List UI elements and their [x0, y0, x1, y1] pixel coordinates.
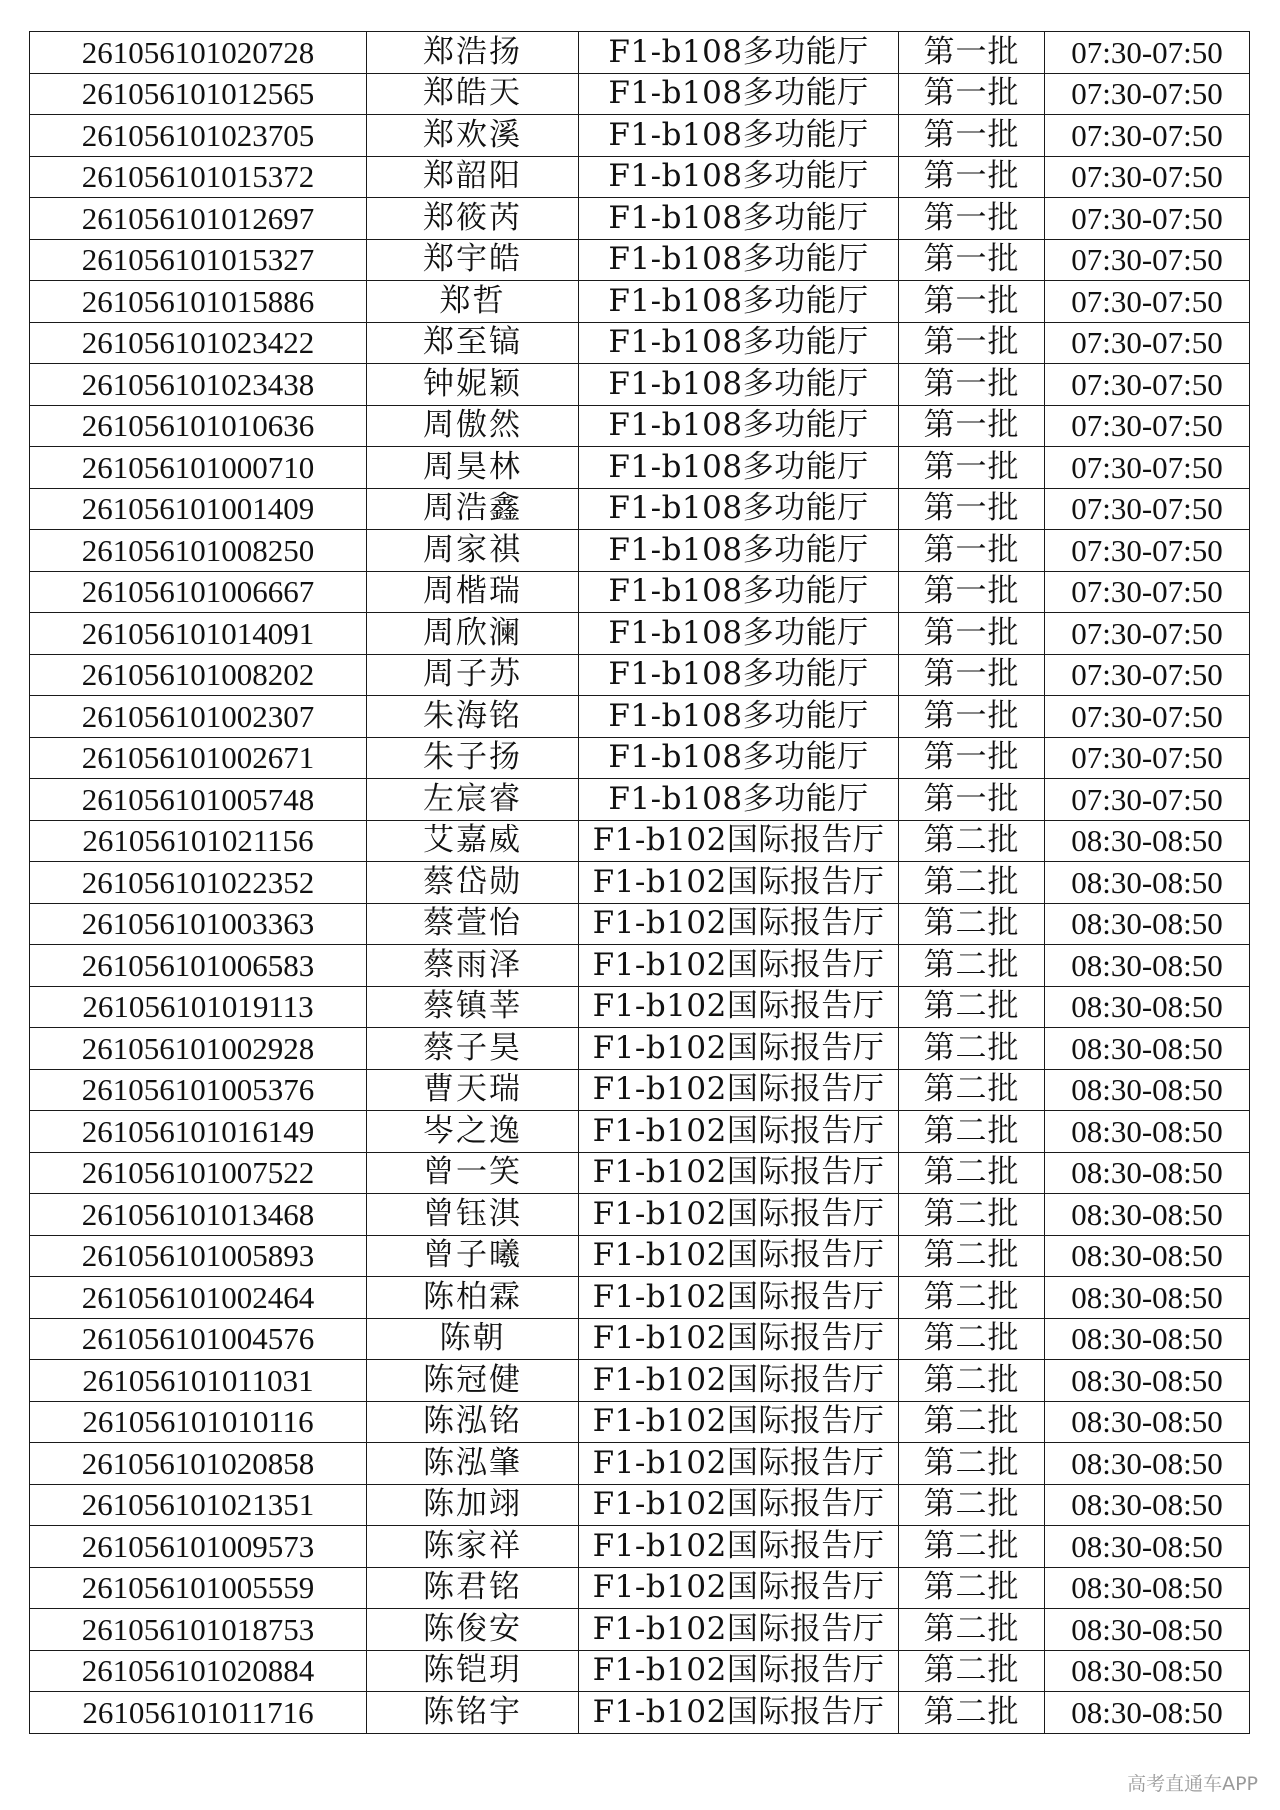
candidate-name-cell: 郑哲 [367, 281, 579, 323]
table-row [30, 945, 1250, 987]
candidate-name-cell: 曾一笑 [367, 1152, 579, 1194]
batch-cell: 第一批 [899, 322, 1045, 364]
candidate-id-cell: 261056101000710 [30, 447, 367, 489]
time-slot-cell: 08:30-08:50 [1045, 1318, 1250, 1360]
table-row [30, 779, 1250, 821]
candidate-name-cell: 曹天瑞 [367, 1069, 579, 1111]
candidate-name-cell: 艾嘉威 [367, 820, 579, 862]
candidate-name-cell: 曾子曦 [367, 1235, 579, 1277]
table-row [30, 1069, 1250, 1111]
table-row [30, 1650, 1250, 1692]
candidate-name-cell: 陈柏霖 [367, 1277, 579, 1319]
batch-cell: 第二批 [899, 903, 1045, 945]
batch-cell: 第一批 [899, 281, 1045, 323]
candidate-id-cell: 261056101020884 [30, 1650, 367, 1692]
venue-cell: F1-b108多功能厅 [579, 32, 899, 74]
table-row [30, 198, 1250, 240]
time-slot-cell: 08:30-08:50 [1045, 1235, 1250, 1277]
venue-cell: F1-b102国际报告厅 [579, 1028, 899, 1070]
venue-cell: F1-b108多功能厅 [579, 779, 899, 821]
batch-cell: 第二批 [899, 1401, 1045, 1443]
table-row [30, 32, 1250, 74]
candidate-name-cell: 蔡子昊 [367, 1028, 579, 1070]
table-row [30, 156, 1250, 198]
venue-cell: F1-b108多功能厅 [579, 654, 899, 696]
batch-cell: 第二批 [899, 1069, 1045, 1111]
batch-cell: 第一批 [899, 696, 1045, 738]
venue-cell: F1-b108多功能厅 [579, 571, 899, 613]
venue-cell: F1-b102国际报告厅 [579, 1194, 899, 1236]
candidate-id-cell: 261056101006583 [30, 945, 367, 987]
venue-cell: F1-b102国际报告厅 [579, 1152, 899, 1194]
table-row [30, 1318, 1250, 1360]
table-row [30, 737, 1250, 779]
candidate-id-cell: 261056101019113 [30, 986, 367, 1028]
batch-cell: 第二批 [899, 1526, 1045, 1568]
candidate-id-cell: 261056101010636 [30, 405, 367, 447]
candidate-name-cell: 郑浩扬 [367, 32, 579, 74]
table-row [30, 613, 1250, 655]
venue-cell: F1-b108多功能厅 [579, 239, 899, 281]
table-row [30, 1484, 1250, 1526]
time-slot-cell: 08:30-08:50 [1045, 1443, 1250, 1485]
venue-cell: F1-b102国际报告厅 [579, 862, 899, 904]
candidate-id-cell: 261056101001409 [30, 488, 367, 530]
time-slot-cell: 08:30-08:50 [1045, 1111, 1250, 1153]
venue-cell: F1-b108多功能厅 [579, 405, 899, 447]
table-row [30, 1111, 1250, 1153]
candidate-id-cell: 261056101011716 [30, 1692, 367, 1734]
batch-cell: 第二批 [899, 862, 1045, 904]
candidate-name-cell: 周浩鑫 [367, 488, 579, 530]
candidate-id-cell: 261056101010116 [30, 1401, 367, 1443]
table-row [30, 1692, 1250, 1734]
roster-table [29, 31, 1250, 1734]
candidate-id-cell: 261056101005893 [30, 1235, 367, 1277]
candidate-name-cell: 陈铠玥 [367, 1650, 579, 1692]
table-row [30, 281, 1250, 323]
venue-cell: F1-b102国际报告厅 [579, 1484, 899, 1526]
candidate-name-cell: 郑韶阳 [367, 156, 579, 198]
batch-cell: 第一批 [899, 779, 1045, 821]
table-row [30, 73, 1250, 115]
venue-cell: F1-b108多功能厅 [579, 737, 899, 779]
candidate-name-cell: 陈朝 [367, 1318, 579, 1360]
roster-table-body [30, 32, 1250, 1734]
candidate-id-cell: 261056101020728 [30, 32, 367, 74]
batch-cell: 第二批 [899, 1360, 1045, 1402]
candidate-id-cell: 261056101002928 [30, 1028, 367, 1070]
table-row [30, 530, 1250, 572]
batch-cell: 第二批 [899, 945, 1045, 987]
table-row [30, 1235, 1250, 1277]
candidate-name-cell: 曾钰淇 [367, 1194, 579, 1236]
venue-cell: F1-b102国际报告厅 [579, 1111, 899, 1153]
table-row [30, 903, 1250, 945]
batch-cell: 第一批 [899, 405, 1045, 447]
candidate-id-cell: 261056101002671 [30, 737, 367, 779]
candidate-name-cell: 周傲然 [367, 405, 579, 447]
candidate-id-cell: 261056101012565 [30, 73, 367, 115]
time-slot-cell: 08:30-08:50 [1045, 1194, 1250, 1236]
candidate-name-cell: 蔡岱勋 [367, 862, 579, 904]
time-slot-cell: 08:30-08:50 [1045, 820, 1250, 862]
candidate-id-cell: 261056101002464 [30, 1277, 367, 1319]
candidate-name-cell: 陈俊安 [367, 1609, 579, 1651]
candidate-id-cell: 261056101002307 [30, 696, 367, 738]
venue-cell: F1-b102国际报告厅 [579, 1277, 899, 1319]
time-slot-cell: 08:30-08:50 [1045, 862, 1250, 904]
batch-cell: 第一批 [899, 115, 1045, 157]
candidate-name-cell: 陈君铭 [367, 1567, 579, 1609]
candidate-id-cell: 261056101016149 [30, 1111, 367, 1153]
candidate-name-cell: 周昊林 [367, 447, 579, 489]
candidate-name-cell: 陈泓铭 [367, 1401, 579, 1443]
venue-cell: F1-b102国际报告厅 [579, 1235, 899, 1277]
batch-cell: 第一批 [899, 654, 1045, 696]
candidate-id-cell: 261056101012697 [30, 198, 367, 240]
venue-cell: F1-b102国际报告厅 [579, 1443, 899, 1485]
time-slot-cell: 08:30-08:50 [1045, 1692, 1250, 1734]
candidate-name-cell: 陈冠健 [367, 1360, 579, 1402]
candidate-id-cell: 261056101008250 [30, 530, 367, 572]
venue-cell: F1-b102国际报告厅 [579, 1401, 899, 1443]
time-slot-cell: 08:30-08:50 [1045, 1526, 1250, 1568]
batch-cell: 第二批 [899, 1194, 1045, 1236]
table-row [30, 1609, 1250, 1651]
batch-cell: 第一批 [899, 156, 1045, 198]
candidate-name-cell: 周楷瑞 [367, 571, 579, 613]
batch-cell: 第一批 [899, 571, 1045, 613]
table-row [30, 1401, 1250, 1443]
venue-cell: F1-b108多功能厅 [579, 613, 899, 655]
time-slot-cell: 08:30-08:50 [1045, 1650, 1250, 1692]
candidate-id-cell: 261056101008202 [30, 654, 367, 696]
table-row [30, 488, 1250, 530]
batch-cell: 第一批 [899, 198, 1045, 240]
table-row [30, 571, 1250, 613]
table-row [30, 862, 1250, 904]
batch-cell: 第二批 [899, 1028, 1045, 1070]
candidate-name-cell: 郑宇皓 [367, 239, 579, 281]
candidate-id-cell: 261056101005748 [30, 779, 367, 821]
candidate-id-cell: 261056101011031 [30, 1360, 367, 1402]
time-slot-cell: 07:30-07:50 [1045, 364, 1250, 406]
batch-cell: 第二批 [899, 1609, 1045, 1651]
candidate-id-cell: 261056101021156 [30, 820, 367, 862]
batch-cell: 第二批 [899, 1484, 1045, 1526]
time-slot-cell: 07:30-07:50 [1045, 530, 1250, 572]
candidate-name-cell: 朱海铭 [367, 696, 579, 738]
venue-cell: F1-b108多功能厅 [579, 73, 899, 115]
candidate-name-cell: 周家祺 [367, 530, 579, 572]
candidate-name-cell: 郑至镐 [367, 322, 579, 364]
candidate-id-cell: 261056101020858 [30, 1443, 367, 1485]
table-row [30, 1567, 1250, 1609]
candidate-name-cell: 陈加翊 [367, 1484, 579, 1526]
time-slot-cell: 08:30-08:50 [1045, 1069, 1250, 1111]
candidate-id-cell: 261056101013468 [30, 1194, 367, 1236]
batch-cell: 第二批 [899, 1692, 1045, 1734]
batch-cell: 第二批 [899, 1111, 1045, 1153]
time-slot-cell: 08:30-08:50 [1045, 986, 1250, 1028]
venue-cell: F1-b102国际报告厅 [579, 1526, 899, 1568]
time-slot-cell: 08:30-08:50 [1045, 1609, 1250, 1651]
candidate-name-cell: 陈家祥 [367, 1526, 579, 1568]
candidate-name-cell: 郑欢溪 [367, 115, 579, 157]
batch-cell: 第二批 [899, 1443, 1045, 1485]
venue-cell: F1-b102国际报告厅 [579, 1360, 899, 1402]
time-slot-cell: 07:30-07:50 [1045, 198, 1250, 240]
venue-cell: F1-b108多功能厅 [579, 281, 899, 323]
venue-cell: F1-b102国际报告厅 [579, 945, 899, 987]
batch-cell: 第一批 [899, 364, 1045, 406]
candidate-name-cell: 左宸睿 [367, 779, 579, 821]
table-row [30, 447, 1250, 489]
time-slot-cell: 07:30-07:50 [1045, 32, 1250, 74]
time-slot-cell: 07:30-07:50 [1045, 447, 1250, 489]
batch-cell: 第二批 [899, 820, 1045, 862]
batch-cell: 第一批 [899, 447, 1045, 489]
venue-cell: F1-b108多功能厅 [579, 322, 899, 364]
venue-cell: F1-b108多功能厅 [579, 198, 899, 240]
candidate-name-cell: 周子苏 [367, 654, 579, 696]
candidate-id-cell: 261056101018753 [30, 1609, 367, 1651]
batch-cell: 第二批 [899, 1152, 1045, 1194]
candidate-name-cell: 陈泓肇 [367, 1443, 579, 1485]
candidate-id-cell: 261056101007522 [30, 1152, 367, 1194]
candidate-id-cell: 261056101023422 [30, 322, 367, 364]
candidate-name-cell: 钟妮颖 [367, 364, 579, 406]
time-slot-cell: 08:30-08:50 [1045, 903, 1250, 945]
table-row [30, 364, 1250, 406]
batch-cell: 第一批 [899, 32, 1045, 74]
time-slot-cell: 07:30-07:50 [1045, 737, 1250, 779]
candidate-id-cell: 261056101005376 [30, 1069, 367, 1111]
candidate-id-cell: 261056101006667 [30, 571, 367, 613]
candidate-name-cell: 郑筱芮 [367, 198, 579, 240]
candidate-name-cell: 朱子扬 [367, 737, 579, 779]
table-row [30, 1360, 1250, 1402]
batch-cell: 第一批 [899, 737, 1045, 779]
time-slot-cell: 07:30-07:50 [1045, 281, 1250, 323]
candidate-id-cell: 261056101009573 [30, 1526, 367, 1568]
venue-cell: F1-b102国际报告厅 [579, 1318, 899, 1360]
time-slot-cell: 08:30-08:50 [1045, 1152, 1250, 1194]
time-slot-cell: 08:30-08:50 [1045, 945, 1250, 987]
candidate-id-cell: 261056101014091 [30, 613, 367, 655]
venue-cell: F1-b108多功能厅 [579, 696, 899, 738]
batch-cell: 第一批 [899, 530, 1045, 572]
venue-cell: F1-b102国际报告厅 [579, 903, 899, 945]
candidate-name-cell: 周欣澜 [367, 613, 579, 655]
table-row [30, 820, 1250, 862]
venue-cell: F1-b108多功能厅 [579, 530, 899, 572]
time-slot-cell: 07:30-07:50 [1045, 322, 1250, 364]
batch-cell: 第二批 [899, 1277, 1045, 1319]
table-row [30, 986, 1250, 1028]
candidate-name-cell: 郑皓天 [367, 73, 579, 115]
time-slot-cell: 07:30-07:50 [1045, 654, 1250, 696]
batch-cell: 第二批 [899, 1235, 1045, 1277]
table-row [30, 696, 1250, 738]
venue-cell: F1-b102国际报告厅 [579, 1069, 899, 1111]
batch-cell: 第二批 [899, 1650, 1045, 1692]
table-row [30, 405, 1250, 447]
time-slot-cell: 08:30-08:50 [1045, 1028, 1250, 1070]
time-slot-cell: 07:30-07:50 [1045, 239, 1250, 281]
venue-cell: F1-b108多功能厅 [579, 447, 899, 489]
venue-cell: F1-b102国际报告厅 [579, 1650, 899, 1692]
batch-cell: 第一批 [899, 613, 1045, 655]
time-slot-cell: 08:30-08:50 [1045, 1484, 1250, 1526]
candidate-name-cell: 陈铭宇 [367, 1692, 579, 1734]
candidate-id-cell: 261056101022352 [30, 862, 367, 904]
table-row [30, 654, 1250, 696]
time-slot-cell: 07:30-07:50 [1045, 571, 1250, 613]
time-slot-cell: 08:30-08:50 [1045, 1567, 1250, 1609]
table-row [30, 1152, 1250, 1194]
venue-cell: F1-b102国际报告厅 [579, 1692, 899, 1734]
candidate-name-cell: 蔡萱怡 [367, 903, 579, 945]
batch-cell: 第二批 [899, 1567, 1045, 1609]
time-slot-cell: 07:30-07:50 [1045, 488, 1250, 530]
time-slot-cell: 08:30-08:50 [1045, 1360, 1250, 1402]
table-row [30, 1194, 1250, 1236]
candidate-name-cell: 蔡镇莘 [367, 986, 579, 1028]
batch-cell: 第二批 [899, 1318, 1045, 1360]
candidate-name-cell: 蔡雨泽 [367, 945, 579, 987]
candidate-id-cell: 261056101004576 [30, 1318, 367, 1360]
venue-cell: F1-b102国际报告厅 [579, 820, 899, 862]
time-slot-cell: 07:30-07:50 [1045, 696, 1250, 738]
table-row [30, 1526, 1250, 1568]
time-slot-cell: 07:30-07:50 [1045, 779, 1250, 821]
venue-cell: F1-b102国际报告厅 [579, 986, 899, 1028]
candidate-id-cell: 261056101023705 [30, 115, 367, 157]
candidate-id-cell: 261056101021351 [30, 1484, 367, 1526]
batch-cell: 第一批 [899, 73, 1045, 115]
venue-cell: F1-b108多功能厅 [579, 488, 899, 530]
time-slot-cell: 07:30-07:50 [1045, 115, 1250, 157]
candidate-id-cell: 261056101023438 [30, 364, 367, 406]
candidate-id-cell: 261056101015372 [30, 156, 367, 198]
batch-cell: 第二批 [899, 986, 1045, 1028]
time-slot-cell: 07:30-07:50 [1045, 73, 1250, 115]
time-slot-cell: 07:30-07:50 [1045, 156, 1250, 198]
time-slot-cell: 07:30-07:50 [1045, 405, 1250, 447]
table-row [30, 115, 1250, 157]
table-row [30, 1443, 1250, 1485]
candidate-id-cell: 261056101005559 [30, 1567, 367, 1609]
time-slot-cell: 07:30-07:50 [1045, 613, 1250, 655]
watermark-text: 高考直通车APP [1127, 1773, 1258, 1795]
venue-cell: F1-b108多功能厅 [579, 115, 899, 157]
batch-cell: 第一批 [899, 488, 1045, 530]
time-slot-cell: 08:30-08:50 [1045, 1277, 1250, 1319]
table-row [30, 239, 1250, 281]
table-row [30, 322, 1250, 364]
candidate-id-cell: 261056101015886 [30, 281, 367, 323]
candidate-name-cell: 岑之逸 [367, 1111, 579, 1153]
time-slot-cell: 08:30-08:50 [1045, 1401, 1250, 1443]
table-row [30, 1277, 1250, 1319]
venue-cell: F1-b108多功能厅 [579, 364, 899, 406]
table-row [30, 1028, 1250, 1070]
venue-cell: F1-b102国际报告厅 [579, 1609, 899, 1651]
candidate-id-cell: 261056101015327 [30, 239, 367, 281]
candidate-id-cell: 261056101003363 [30, 903, 367, 945]
venue-cell: F1-b102国际报告厅 [579, 1567, 899, 1609]
batch-cell: 第一批 [899, 239, 1045, 281]
venue-cell: F1-b108多功能厅 [579, 156, 899, 198]
